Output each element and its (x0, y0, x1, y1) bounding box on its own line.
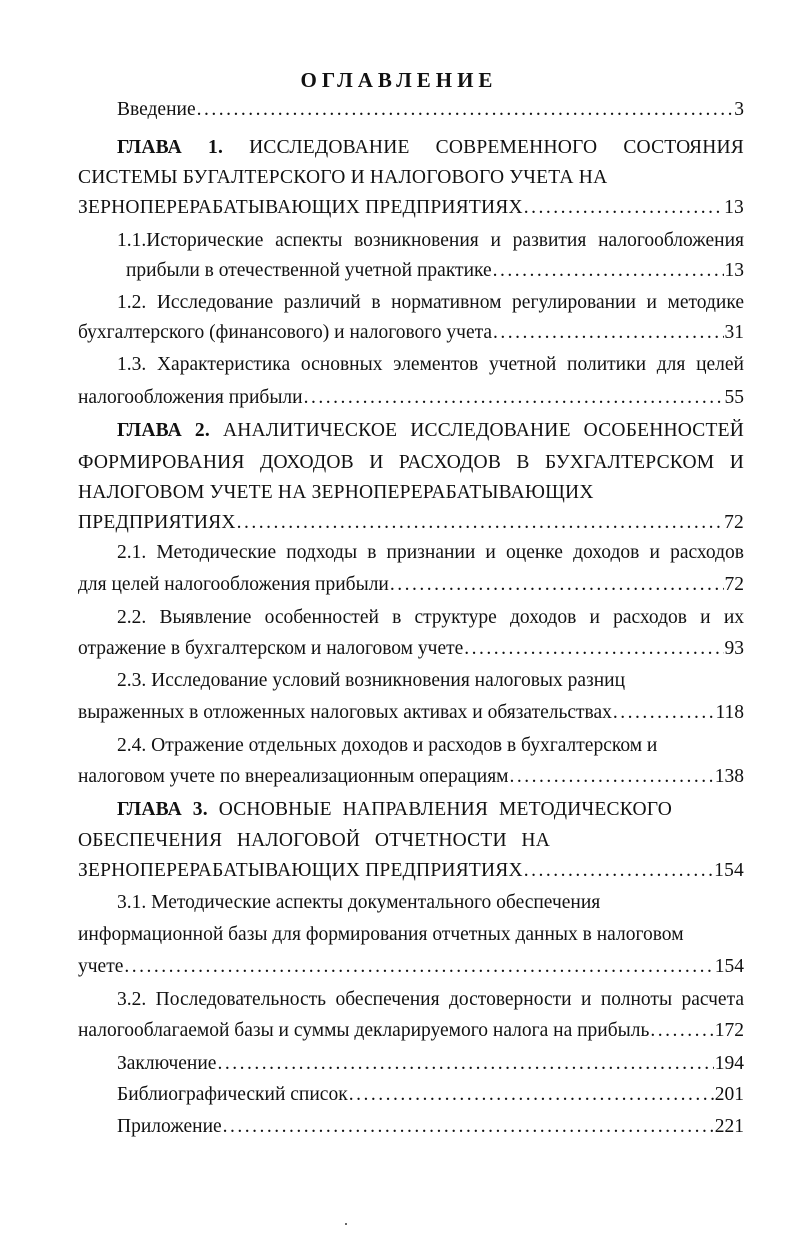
section-title-line: учете (78, 956, 124, 977)
dot-leader (197, 95, 734, 125)
toc-page-number: 118 (715, 702, 744, 723)
chapter-prefix: ГЛАВА 2. (117, 420, 210, 441)
section-title-line: прибыли в отечественной учетной практике (126, 260, 492, 281)
toc-page-number: 13 (724, 260, 744, 281)
section-title-line: для целей налогообложения прибыли (78, 574, 389, 595)
section-title-line: налогообложения прибыли (78, 387, 303, 408)
page-title: ОГЛАВЛЕНИЕ (300, 68, 498, 92)
toc-section-2-3[interactable] (117, 666, 744, 696)
toc-section-1-2-line-2[interactable] (78, 318, 744, 348)
toc-page-number: 72 (724, 574, 744, 595)
toc-chapter-3-line-3[interactable] (78, 856, 744, 886)
toc-page-number: 13 (724, 197, 744, 218)
toc-section-2-2-line-2[interactable] (78, 634, 744, 664)
toc-section-2-4-line-2[interactable] (78, 762, 744, 792)
toc-label: Библиографический список (117, 1084, 348, 1105)
toc-page-number: 55 (724, 387, 744, 408)
toc-chapter-2-line-4[interactable] (78, 508, 744, 538)
chapter-title-line: НАЛОГОВОМ УЧЕТЕ НА ЗЕРНОПЕРЕРАБАТЫВАЮЩИХ (78, 482, 594, 503)
section-title-line: отражение в бухгалтерском и налоговом учете (78, 638, 464, 659)
dot-leader (223, 1112, 714, 1142)
dot-leader (464, 634, 723, 664)
section-title-line: налогооблагаемой базы и суммы декларируемого налога на прибыль (78, 1020, 650, 1041)
toc-label: Заключение (117, 1053, 217, 1074)
section-title-line: 2.2. Выявление особенностей в структуре доходов и расходов и их (117, 607, 744, 628)
dot-leader (493, 256, 724, 286)
toc-section-3-2-line-2[interactable] (78, 1016, 744, 1046)
toc-section-3-2[interactable] (117, 985, 744, 1015)
toc-section-1-2[interactable] (117, 288, 744, 318)
section-title-line: 1.2. Исследование различий в нормативном регулировании и методике (117, 292, 744, 313)
toc-page-number: 194 (714, 1053, 744, 1074)
scan-speck (345, 1223, 347, 1225)
section-title-line: 1.3. Характеристика основных элементов учетной политики для целей (117, 354, 744, 375)
chapter-title-line: СИСТЕМЫ БУГАЛТЕРСКОГО И НАЛОГОВОГО УЧЕТА НА (78, 167, 608, 188)
dot-leader (613, 698, 715, 728)
dot-leader (217, 1049, 713, 1079)
chapter-title-line: ОСНОВНЫЕ НАПРАВЛЕНИЯ МЕТОДИЧЕСКОГО (218, 799, 673, 820)
chapter-prefix: ГЛАВА 1. (117, 137, 224, 158)
chapter-title-line: ОБЕСПЕЧЕНИЯ НАЛОГОВОЙ ОТЧЕТНОСТИ НА (78, 830, 550, 851)
toc-section-2-1[interactable] (117, 538, 744, 568)
toc-page-number: 31 (724, 322, 744, 343)
toc-section-3-1-line-2 (78, 920, 744, 950)
toc-chapter-1-heading[interactable] (117, 133, 744, 163)
dot-leader (524, 193, 723, 223)
dot-leader (650, 1016, 713, 1046)
toc-section-2-4[interactable] (117, 731, 744, 761)
toc-section-1-3[interactable] (117, 350, 744, 380)
toc-page-number: 221 (714, 1116, 744, 1137)
toc-label: Приложение (117, 1116, 222, 1137)
dot-leader (349, 1080, 714, 1110)
chapter-title-line: ФОРМИРОВАНИЯ ДОХОДОВ И РАСХОДОВ В БУХГАЛТЕРСКОМ И (78, 452, 744, 473)
toc-section-2-3-line-2[interactable] (78, 698, 744, 728)
dot-leader (493, 318, 723, 348)
dot-leader (237, 508, 723, 538)
toc-page-number: 172 (714, 1020, 744, 1041)
toc-page-number: 3 (734, 99, 744, 120)
dot-leader (524, 856, 713, 886)
toc-entry-appendix[interactable] (117, 1112, 744, 1142)
dot-leader (124, 952, 713, 982)
toc-entry-conclusion[interactable] (117, 1049, 744, 1079)
toc-page-number: 154 (714, 956, 744, 977)
dot-leader (304, 383, 724, 413)
toc-section-1-3-line-2[interactable] (78, 383, 744, 413)
toc-label: Введение (117, 99, 196, 120)
toc-chapter-2-heading[interactable] (117, 416, 744, 446)
toc-chapter-2-line-3 (78, 478, 744, 508)
toc-section-2-1-line-2[interactable] (78, 570, 744, 600)
toc-chapter-2-line-2 (78, 448, 744, 478)
section-title-line: 3.1. Методические аспекты документального обеспечения (117, 892, 601, 913)
section-title-line: выраженных в отложенных налоговых активах и обязательствах (78, 702, 612, 723)
section-title-line: информационной базы для формирования отчетных данных в налоговом (78, 924, 684, 945)
toc-page-number: 201 (714, 1084, 744, 1105)
chapter-title-line: ЗЕРНОПЕРЕРАБАТЫВАЮЩИХ ПРЕДПРИЯТИЯХ (78, 860, 523, 881)
chapter-title-line: АНАЛИТИЧЕСКОЕ ИССЛЕДОВАНИЕ ОСОБЕННОСТЕЙ (222, 420, 744, 441)
toc-chapter-3-line-2 (78, 826, 550, 856)
section-title-line: бухгалтерского (финансового) и налогового учета (78, 322, 493, 343)
toc-page-number: 93 (724, 638, 744, 659)
section-title-line: 3.2. Последовательность обеспечения достоверности и полноты расчета (117, 989, 744, 1010)
toc-entry-bibliography[interactable] (117, 1080, 744, 1110)
toc-page-number: 154 (714, 860, 744, 881)
toc-entry-introduction[interactable] (117, 95, 744, 125)
toc-section-2-2[interactable] (117, 603, 744, 633)
toc-chapter-1-line-3[interactable] (78, 193, 744, 223)
chapter-title-line: ИССЛЕДОВАНИЕ СОВРЕМЕННОГО СОСТОЯНИЯ (249, 137, 744, 158)
chapter-title-line: ПРЕДПРИЯТИЯХ (78, 512, 236, 533)
chapter-title-line: ЗЕРНОПЕРЕРАБАТЫВАЮЩИХ ПРЕДПРИЯТИЯХ (78, 197, 523, 218)
toc-section-3-1-line-3[interactable] (78, 952, 744, 982)
toc-page-number: 138 (714, 766, 744, 787)
toc-chapter-3-heading[interactable] (117, 795, 672, 825)
section-title-line: налоговом учете по внереализационным операциям (78, 766, 509, 787)
toc-section-1-1[interactable] (117, 226, 744, 256)
dot-leader (510, 762, 714, 792)
section-title-line: 1.1.Исторические аспекты возникновения и развития налогообложения (117, 230, 744, 251)
section-title-line: 2.1. Методические подходы в признании и оценке доходов и расходов (117, 542, 744, 563)
chapter-prefix: ГЛАВА 3. (117, 799, 208, 820)
section-title-line: 2.4. Отражение отдельных доходов и расходов в бухгалтерском и (117, 735, 658, 756)
toc-chapter-1-line-2 (78, 163, 744, 193)
section-title-line: 2.3. Исследование условий возникновения налоговых разниц (117, 670, 626, 691)
toc-section-1-1-line-2[interactable] (126, 256, 744, 286)
toc-page-number: 72 (724, 512, 744, 533)
toc-section-3-1[interactable] (117, 888, 744, 918)
dot-leader (390, 570, 724, 600)
